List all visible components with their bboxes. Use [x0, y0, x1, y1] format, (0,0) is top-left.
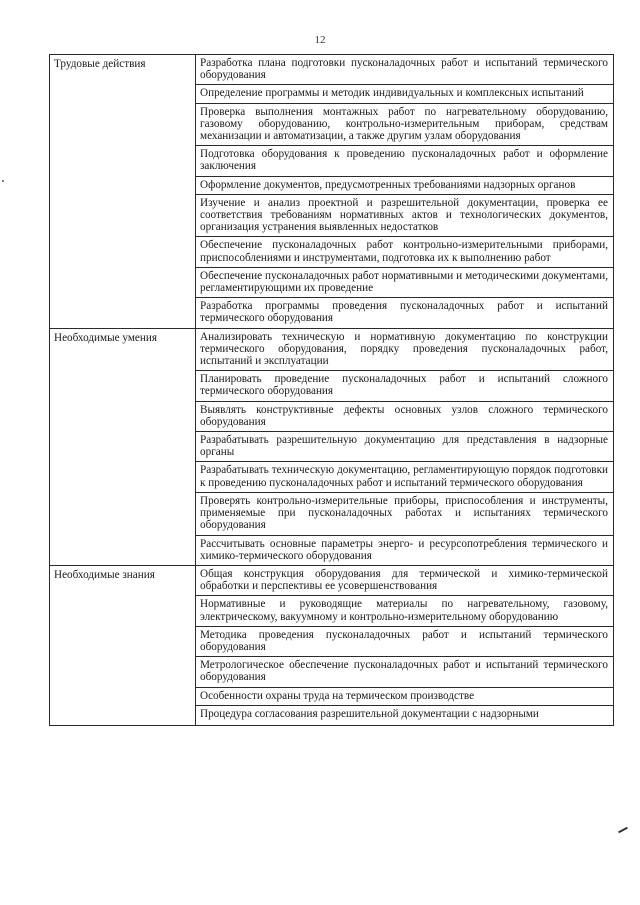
list-item: Методика проведения пусконаладочных работ и испытаний термического оборудования: [196, 626, 613, 656]
page-number: 12: [314, 34, 326, 46]
row-label: Необходимые умения: [50, 328, 196, 565]
list-item: Обеспечение пусконаладочных работ контрольно-измерительными приборами, приспособлениями и инструментами, подготовка их к выполнению работ: [196, 236, 613, 266]
list-item: Разработка плана подготовки пусконаладочных работ и испытаний термического оборудования: [200, 57, 608, 82]
row-label: Трудовые действия: [50, 55, 196, 329]
table-row-labor-actions: [50, 55, 614, 329]
scan-edge-mark: [618, 827, 628, 833]
list-item: Разрабатывать разрешительную документацию для представления в надзорные органы: [196, 431, 613, 461]
list-item: Обеспечение пусконаладочных работ нормативными и методическими документами, регламентирующими их проведение: [196, 267, 613, 297]
list-item: Изучение и анализ проектной и разрешительной документации, проверка ее соответствия требованиям нормативных актов и технологических документов, организация устранения выявленных недостатков: [196, 194, 613, 237]
row-items: [196, 328, 614, 565]
row-items: [196, 55, 614, 329]
list-item: Проверять контрольно-измерительные приборы, приспособления и инструменты, применяемые при пусконаладочных работах и испытаниях термического оборудования: [196, 492, 613, 535]
list-item: Метрологическое обеспечение пусконаладочных работ и испытаний термического оборудования: [196, 656, 613, 686]
list-item: Подготовка оборудования к проведению пусконаладочных работ и оформление заключения: [196, 145, 613, 175]
list-item: Процедура согласования разрешительной документации с надзорными: [196, 705, 613, 725]
list-item: Проверка выполнения монтажных работ по нагревательному оборудованию, газовому оборудованию, контрольно-измерительным приборам, средствам механизации и автоматизации, а также другим узлам оборудования: [196, 103, 613, 146]
list-item: Рассчитывать основные параметры энерго- и ресурсопотребления термического и химико-термического оборудования: [196, 535, 613, 565]
list-item: Разработка программы проведения пусконаладочных работ и испытаний термического оборудования: [196, 297, 613, 327]
row-label: Необходимые знания: [50, 565, 196, 725]
list-item: Разрабатывать техническую документацию, регламентирующую порядок подготовки к проведению пусконаладочных работ и испытаний термического оборудования: [196, 461, 613, 491]
list-item: Определение программы и методик индивидуальных и комплексных испытаний: [196, 84, 613, 102]
scan-speck: [2, 180, 4, 182]
row-items: [196, 565, 614, 725]
table-row-required-knowledge: [50, 565, 614, 725]
competency-table: [49, 54, 614, 726]
list-item: Анализировать техническую и нормативную документацию по конструкции термического оборудования, порядку проведения пусконаладочных работ, испытаний и эксплуатации: [200, 330, 608, 368]
list-item: Планировать проведение пусконаладочных работ и испытаний сложного термического оборудования: [196, 370, 613, 400]
list-item: Особенности охраны труда на термическом производстве: [196, 687, 613, 705]
table-row-required-skills: [50, 328, 614, 565]
list-item: Оформление документов, предусмотренных требованиями надзорных органов: [196, 176, 613, 194]
list-item: Выявлять конструктивные дефекты основных узлов сложного термического оборудования: [196, 401, 613, 431]
list-item: Общая конструкция оборудования для термической и химико-термической обработки и перспективы ее усовершенствования: [200, 567, 608, 593]
list-item: Нормативные и руководящие материалы по нагревательному, газовому, электрическому, вакуумному и контрольно-измерительному оборудованию: [196, 595, 613, 625]
